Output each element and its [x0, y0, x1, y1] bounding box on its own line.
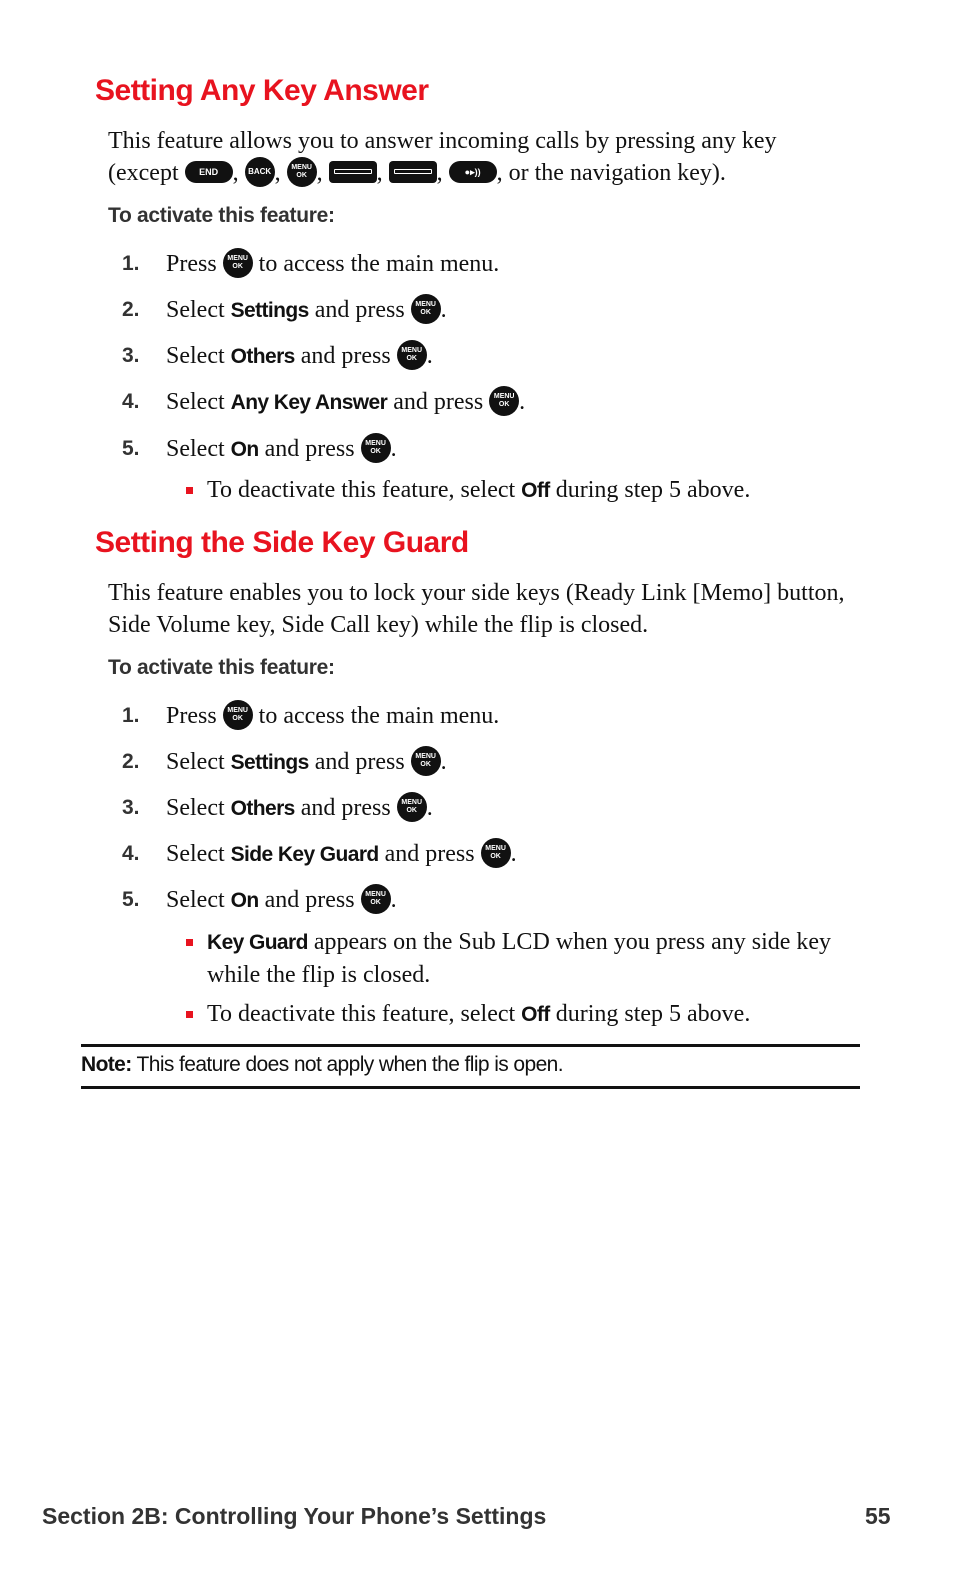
speaker-key-icon: ●▸)) [449, 161, 497, 183]
note-label: Note: [81, 1053, 132, 1076]
note-rule-bottom [81, 1086, 860, 1089]
bullet-item: To deactivate this feature, select Off during step 5 above. [186, 998, 856, 1031]
menu-ok-key-icon: MENU OK [489, 386, 519, 416]
subhead-activate: To activate this feature: [108, 656, 335, 679]
section-intro: This feature allows you to answer incoming calls by pressing any key (except END , BACK , MENU OK , , , ●▸)) , or the navigation key). [108, 128, 777, 186]
menu-ok-key-icon: MENU OK [411, 746, 441, 776]
step-item: 2. Select Settings and press MENU OK . [122, 293, 862, 327]
end-key-icon: END [185, 161, 233, 183]
step-item: 1. Press MENU OK to access the main menu. [122, 699, 862, 733]
step-item: 5. Select On and press MENU OK . [122, 432, 862, 466]
step-number: 1. [122, 704, 140, 727]
section-intro: This feature enables you to lock your side keys (Ready Link [Memo] button, Side Volume key, Side Call key) while the flip is closed. [108, 580, 845, 638]
intro-line-1: This feature allows you to answer incoming calls by pressing any key [108, 128, 777, 154]
menu-ok-key-icon: MENU OK [287, 157, 317, 187]
step-number: 3. [122, 344, 140, 367]
step-number: 5. [122, 888, 140, 911]
step-number: 2. [122, 298, 140, 321]
step-item: 1. Press MENU OK to access the main menu. [122, 247, 862, 281]
bullet-square-icon [186, 487, 193, 494]
note-box [81, 1050, 860, 1082]
menu-ok-key-icon: MENU OK [361, 884, 391, 914]
menu-ok-key-icon: MENU OK [411, 294, 441, 324]
left-softkey-icon [329, 161, 377, 183]
bullet-square-icon [186, 939, 193, 946]
menu-ok-key-icon: MENU OK [223, 248, 253, 278]
step-item: 2. Select Settings and press MENU OK . [122, 745, 862, 779]
intro-line-2-end: , or the navigation key). [496, 160, 726, 186]
step-item: 4. Select Any Key Answer and press MENU OK . [122, 385, 862, 419]
menu-ok-key-icon: MENU OK [397, 340, 427, 370]
section-title-any-key-answer: Setting Any Key Answer [95, 74, 429, 107]
bullet-item: Key Guard appears on the Sub LCD when you press any side key while the flip is closed. [186, 926, 856, 991]
menu-ok-key-icon: MENU OK [397, 792, 427, 822]
back-key-icon: BACK [245, 157, 275, 187]
step-number: 4. [122, 842, 140, 865]
step-number: 4. [122, 390, 140, 413]
page-number: 55 [865, 1503, 891, 1529]
step-number: 2. [122, 750, 140, 773]
note-text: This feature does not apply when the flip is open. [136, 1053, 563, 1076]
bullet-square-icon [186, 1011, 193, 1018]
subhead-activate: To activate this feature: [108, 204, 335, 227]
step-item: 3. Select Others and press MENU OK . [122, 791, 862, 825]
step-item: 4. Select Side Key Guard and press MENU OK . [122, 837, 862, 871]
bullet-item: To deactivate this feature, select Off during step 5 above. [186, 474, 856, 507]
menu-ok-key-icon: MENU OK [223, 700, 253, 730]
footer-section-title: Section 2B: Controlling Your Phone’s Settings [42, 1503, 547, 1529]
right-softkey-icon [389, 161, 437, 183]
step-number: 3. [122, 796, 140, 819]
section-title-side-key-guard: Setting the Side Key Guard [95, 526, 469, 559]
intro-line-2-start: (except [108, 160, 179, 186]
menu-ok-key-icon: MENU OK [481, 838, 511, 868]
menu-ok-key-icon: MENU OK [361, 433, 391, 463]
step-number: 1. [122, 252, 140, 275]
note-rule-top [81, 1044, 860, 1047]
step-item: 3. Select Others and press MENU OK . [122, 339, 862, 373]
step-item: 5. Select On and press MENU OK . [122, 883, 862, 917]
step-number: 5. [122, 437, 140, 460]
